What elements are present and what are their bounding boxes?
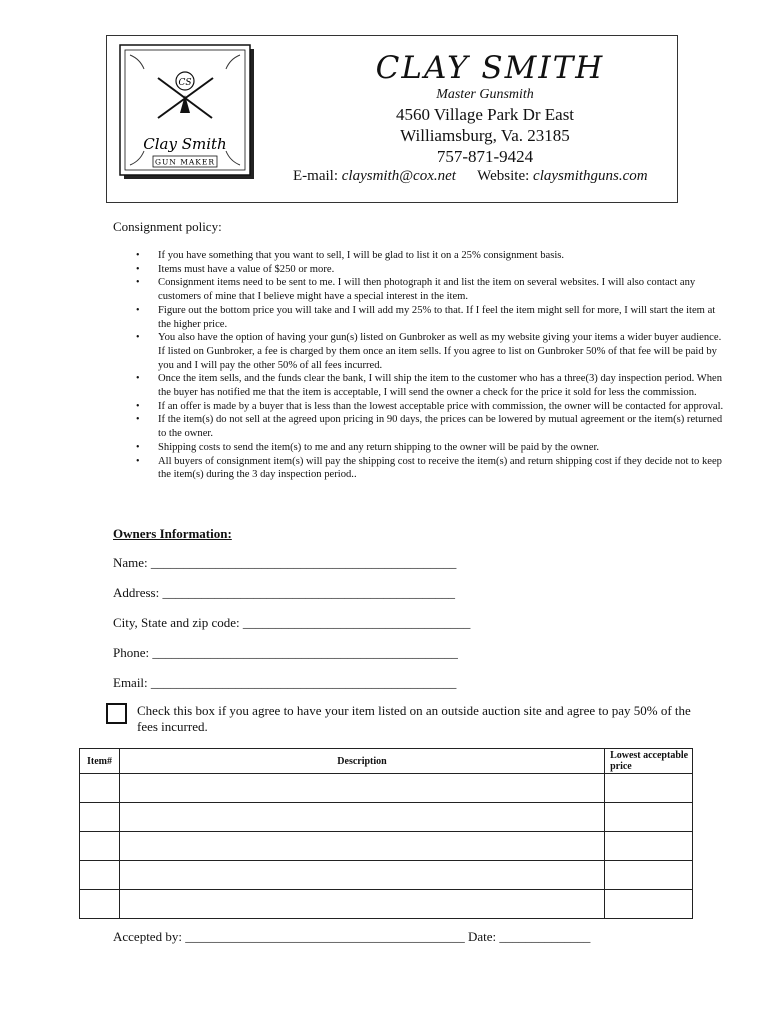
- policy-item-text: Once the item sells, and the funds clear the bank, I will ship the item to the customer who has a three(3) day inspection period. When the buyer has notified me that the item is acceptable, I will send the owner a check for the price it sold for less the commission.: [158, 373, 723, 399]
- description-cell[interactable]: [119, 774, 604, 803]
- policy-item-text: You also have the option of having your gun(s) listed on Gunbroker as well as my website giving your items a wider buyer audience. If listed on Gunbroker, a fee is charged by them once an item sells. If you agree to list on Gunbroker 50% of that fee will be paid by you and I will pay the other 50% of all fees incurred.: [158, 332, 722, 371]
- policy-heading: Consignment policy:: [113, 219, 222, 234]
- policy-item-text: Items must have a value of $250 or more.: [158, 263, 335, 275]
- item-cell[interactable]: [80, 774, 120, 803]
- policy-item: [136, 455, 726, 482]
- logo-banner: GUN MAKER: [154, 157, 216, 167]
- bullet-icon: •: [136, 277, 140, 289]
- table-header-row: [80, 749, 693, 774]
- auction-consent-label: Check this box if you agree to have your item listed on an outside auction site and agree to pay 50% of the fees incurred.: [137, 703, 691, 734]
- policy-item: [136, 372, 726, 399]
- bullet-icon: •: [136, 414, 140, 426]
- table-row: [80, 861, 693, 890]
- logo-monogram: CS: [178, 78, 192, 88]
- item-cell[interactable]: [80, 861, 120, 890]
- policy-item-text: If an offer is made by a buyer that is less than the lowest acceptable price with commission, the owner will be contacted for approval.: [158, 400, 724, 412]
- items-table: [79, 748, 693, 919]
- bullet-icon: •: [136, 332, 140, 344]
- policy-item-text: If the item(s) do not sell at the agreed upon pricing in 90 days, the prices can be lowered by mutual agreement or the item(s) returned to the owner.: [158, 414, 723, 440]
- item-cell[interactable]: [80, 832, 120, 861]
- policy-item: [136, 331, 726, 372]
- policy-item-text: Figure out the bottom price you will take and I will add my 25% to that. If I feel the item might sell for more, I will start the item at the higher price.: [158, 304, 716, 330]
- price-cell[interactable]: [605, 774, 693, 803]
- email-field[interactable]: Email: _______________________________________________: [113, 675, 457, 690]
- price-cell[interactable]: [605, 832, 693, 861]
- policy-item-text: If you have something that you want to sell, I will be glad to list it on a 25% consignment basis.: [158, 250, 565, 261]
- col-description-header: Description: [119, 749, 604, 774]
- contact-line: [293, 168, 648, 185]
- policy-item-text: Consignment items need to be sent to me. I will then photograph it and list the item on several websites. I will also contact any customers of mine that I believe might have a special interest in the item.: [158, 277, 696, 303]
- policy-item: [136, 263, 726, 277]
- clay-smith-logo: [118, 43, 258, 183]
- table-row: [80, 832, 693, 861]
- policy-item: [136, 276, 726, 303]
- item-cell[interactable]: [80, 803, 120, 832]
- address-line-2: Williamsburg, Va. 23185: [400, 126, 570, 145]
- table-row: [80, 803, 693, 832]
- logo-signature: Clay Smith: [143, 135, 227, 153]
- policy-item: [136, 441, 726, 455]
- brand-subtitle: Master Gunsmith: [436, 87, 534, 102]
- bullet-icon: •: [136, 304, 140, 316]
- owners-heading: Owners Information:: [113, 526, 232, 541]
- brand-name: CLAY SMITH: [375, 50, 605, 86]
- policy-list: [136, 249, 726, 482]
- name-field[interactable]: Name: _______________________________________________: [113, 555, 457, 570]
- email-label: E-mail:: [293, 168, 338, 184]
- city-state-zip-field[interactable]: City, State and zip code: ___________________________________: [113, 615, 471, 630]
- price-cell[interactable]: [605, 803, 693, 832]
- website-link[interactable]: claysmithguns.com: [533, 168, 648, 184]
- description-cell[interactable]: [119, 890, 604, 919]
- address-line-1: 4560 Village Park Dr East: [395, 105, 575, 124]
- price-cell[interactable]: [605, 861, 693, 890]
- email-link[interactable]: claysmith@cox.net: [341, 168, 456, 184]
- auction-consent-checkbox[interactable]: [106, 703, 127, 724]
- col-lowest-price-header: Lowest acceptable price: [605, 749, 693, 774]
- accepted-by-date-line[interactable]: Accepted by: ___________________________________________ Date: ______________: [113, 929, 591, 944]
- policy-item: [136, 413, 726, 440]
- policy-item: [136, 304, 726, 331]
- table-row: [80, 890, 693, 919]
- policy-item: [136, 249, 726, 263]
- policy-item-text: All buyers of consignment item(s) will pay the shipping cost to receive the item(s) and return shipping cost if they decide not to keep the item(s) during the 3 day inspection period..: [158, 455, 722, 481]
- item-cell[interactable]: [80, 890, 120, 919]
- description-cell[interactable]: [119, 861, 604, 890]
- bullet-icon: •: [136, 373, 140, 385]
- bullet-icon: •: [136, 250, 140, 261]
- phone-field[interactable]: Phone: _______________________________________________: [113, 645, 458, 660]
- description-cell[interactable]: [119, 803, 604, 832]
- brand-block: [290, 50, 680, 167]
- bullet-icon: •: [136, 455, 140, 467]
- bullet-icon: •: [136, 400, 140, 412]
- table-row: [80, 774, 693, 803]
- website-label: Website:: [477, 168, 530, 184]
- policy-item-text: Shipping costs to send the item(s) to me and any return shipping to the owner will be paid by the owner.: [158, 441, 600, 453]
- col-item-header: Item#: [80, 749, 120, 774]
- bullet-icon: •: [136, 441, 140, 453]
- description-cell[interactable]: [119, 832, 604, 861]
- bullet-icon: •: [136, 263, 140, 275]
- address-field[interactable]: Address: _____________________________________________: [113, 585, 455, 600]
- policy-item: [136, 400, 726, 414]
- price-cell[interactable]: [605, 890, 693, 919]
- phone-number: 757-871-9424: [436, 147, 534, 166]
